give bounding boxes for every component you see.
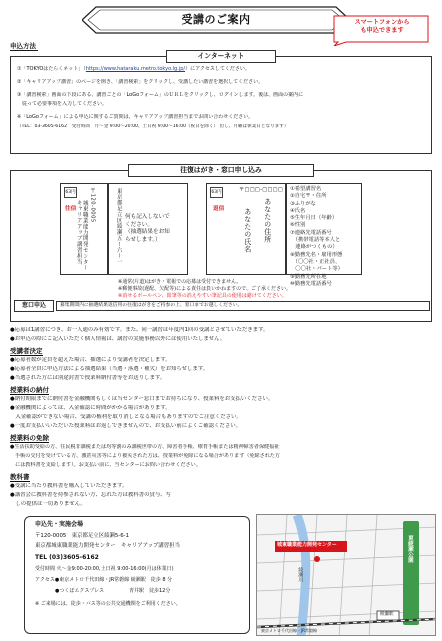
map-center-label: 城東職業能力開発センター	[277, 542, 337, 548]
reply-postal-boxes: 〒□□□-□□□□	[239, 187, 284, 193]
outgoing-address-1: 東京都足立区綾瀬五ー六ー一	[115, 188, 122, 265]
fee-line-4: ●一度お支払いいただいた授業料はお返しできませんので、お支払い前によくご確認ください。	[10, 423, 242, 429]
internet-step-1-end: ）にアクセスしてください。	[185, 66, 250, 72]
outgoing-postal-code: 〒120-0005	[89, 188, 96, 223]
internet-step-3-cont: 従って必要事項を入力してください。	[17, 101, 108, 107]
title-banner	[82, 6, 350, 34]
callout-line-2: も申込できます	[360, 27, 404, 35]
textbook-line-2: ●講習会に教科書を持参されない方、忘れた方は教科書の貸与、写	[10, 492, 172, 498]
fee-line-1: ●納付期限までに納付書を金融機関もしくは当センター窓口までお持ちになり、授業料をお支払いください。	[10, 396, 274, 402]
internet-step-3: ③「講習検索」画面の下段にある、講習ごとの「LoGoフォーム」のＵＲＬをクリックし、ログインします。後は、画面の案内に	[17, 92, 304, 98]
internet-logo-note: ※「LoGoフォーム」による申込に関するご質問は、キャリアアップ講習担当までお問い合わせください。	[17, 114, 254, 120]
internet-step-2: ②「キャリアアップ講習」のページを開き、「講習検索」をクリックし、受講したい講習を選択してください。	[17, 79, 264, 85]
internet-section	[10, 56, 432, 154]
hataraku-link[interactable]: https://www.hataraku.metro.tokyo.lg.jp/	[85, 66, 186, 72]
decision-line-2: ●応募者全員に申込方法による抽選結果（当選・落選・補欠）をお知らせします。	[10, 366, 209, 372]
callout-line-1: スマートフォンから	[354, 19, 410, 26]
map-park-label: 東綾瀬公園	[406, 535, 413, 563]
reply-back	[286, 183, 362, 287]
field-2: ②自宅〒・住所	[290, 193, 327, 200]
field-8b: 〇〇社・パート等）	[290, 266, 343, 273]
stamp-icon-reply: 63円	[210, 187, 223, 198]
reply-name: あなたの氏名	[243, 208, 252, 253]
exemption-line-2: 手帳の交付を受けている方、激甚災害等により被災された方は、授業料が免除になる場合があります（免除された方	[10, 453, 280, 459]
window-tab: 窓口申込	[14, 300, 54, 312]
outgoing-back	[108, 183, 188, 275]
fee-line-3: 入金確認ができない場合、受講の権利を取り消しとなる場合もありますのでご注意ください。	[10, 414, 242, 420]
map-line-label: 東京メトロ千代田線・JR常磐線	[261, 628, 317, 633]
general-note-1: ●応募は1講習につき、お一人通のみ有効です。また、同一講習は年度内1回の受講とさせていただきます。	[10, 327, 269, 333]
field-8: ⑧勤務先名・雇用形態	[290, 251, 343, 258]
exemption-line-3: には教科書を支給します）。お支払い前に、当センターにお問い合わせください。	[10, 462, 201, 468]
field-1: ①希望講習名	[290, 186, 322, 192]
map-station-label: 綾瀬駅	[380, 612, 394, 617]
outgoing-address-2: 城東職業能力開発センター	[81, 200, 88, 271]
field-8a: （〇〇社・正社員、	[290, 258, 341, 265]
field-7b: 連絡がつくもの）	[290, 244, 338, 251]
contact-access-2: ●つくばエクスプレス 青井駅 徒歩12分	[35, 588, 171, 594]
blank-note-3: （抽選結果をお知	[125, 229, 170, 236]
field-9: ⑨勤務先所在地	[290, 273, 327, 280]
postcard-note-1: ※通常(片道)はがき・電報での応募は受付できません。	[118, 279, 242, 285]
stamp-icon: 63円	[64, 187, 77, 198]
contact-tel: TEL (03)3605-6162	[35, 554, 99, 561]
textbook-heading: 教科書	[10, 473, 30, 481]
fee-line-2: ●金融機関によっては、入金確認に時間がかかる場合があります。	[10, 405, 171, 411]
contact-heading: 申込先・実施会場	[35, 521, 84, 528]
reply-card	[206, 183, 286, 275]
field-7: ⑦連絡先電話番号	[290, 229, 332, 236]
access-map	[256, 514, 436, 636]
decision-line-1: ●応募者数が定員を超えた場合、抽選により受講者を決定します。	[10, 357, 171, 363]
postcard-note-2: ※郵便事故(遅配、欠配等)による責任は負いかねますので、ご了承ください。	[118, 286, 291, 292]
apply-method-heading: 申込方法	[10, 42, 36, 50]
reply-label: 返信	[213, 206, 225, 212]
contact-section	[24, 516, 250, 634]
postcard-tab: 往復はがき・窓口申し込み	[128, 164, 314, 177]
general-note-2: ●お申込の際にご記入いただく個人情報は、講習の実施事務以外には使用いたしません。	[10, 336, 226, 342]
internet-step-1: ①「TOKYOはたらくネット」（	[17, 66, 86, 72]
field-7a: （携帯電話等本人と	[290, 237, 341, 244]
blank-note-1: 何も記入しないで	[125, 214, 170, 220]
fee-payment-heading: 授業料の納付	[10, 386, 49, 394]
textbook-line-1: ●受講に当たり教科書を購入していただきます。	[10, 483, 128, 489]
contact-note: ※ ご来場には、徒歩・バス等の公共交通機関をご利用ください。	[35, 601, 181, 607]
field-4: ④氏名	[290, 207, 306, 214]
outgoing-label: 往信	[65, 206, 77, 212]
field-5: ⑤生年月日（年齢）	[290, 215, 338, 222]
reply-address: あなたの住所	[263, 198, 272, 243]
page-title: 受講のご案内	[181, 13, 251, 26]
fee-exemption-heading: 授業料の免除	[10, 434, 49, 442]
decision-line-3: ●当選された方には別途封書で授業料納付書等をお送りします。	[10, 375, 166, 381]
field-3: ③ふりがな	[290, 200, 316, 207]
postcard-note-3: ※消せるボールペン、鉛筆等の消えやすい筆記具の使用は避けてください。	[118, 293, 287, 299]
field-10: ⑩勤務先電話番号	[290, 280, 332, 287]
contact-org: 東京都城東職業能力開発センター キャリアアップ講習担当	[35, 543, 180, 549]
window-note: 募集期間内に抽選結果返信用の往復はがきをご持参の上、窓口までお越しください。	[56, 301, 430, 311]
textbook-line-3: しの提供は一切ありません。	[10, 501, 86, 507]
map-graphic	[257, 515, 436, 636]
outgoing-address-3: キャリアアップ講習担当	[75, 200, 82, 265]
blank-note-2: ください。	[125, 221, 153, 228]
exemption-line-1: ●生活扶助受給の方、住民税非課税または均等割のみ課税世帯の方、障害者手帳、療育手帳または精神障害者保健福祉	[10, 444, 280, 450]
smartphone-callout	[330, 14, 430, 46]
contact-hours: 受付時間 火～金9:00-20:00,土日祝 9:00-16:00(月は休業日)	[35, 566, 174, 572]
blank-note-4: らせします。）	[125, 236, 161, 243]
decision-heading: 受講者決定	[10, 347, 43, 355]
field-6: ⑥性別	[290, 222, 306, 229]
contact-postal: 〒120-0005 東京都足立区綾瀬5-6-1	[35, 533, 130, 539]
outgoing-card	[60, 183, 108, 275]
internet-contact-note: （TEL：03-3605-6162 受付時間 月～金 9:00～20:00、土日祝 9:00～16:00（祝日を除く） 但し、月曜は休業日となります）	[17, 124, 289, 129]
map-river-label: 綾瀬川	[297, 567, 304, 582]
internet-tab: インターネット	[166, 50, 276, 63]
contact-access-1: アクセス●東京メトロ千代田線・JR常磐線 綾瀬駅 徒歩 8 分	[35, 577, 173, 583]
